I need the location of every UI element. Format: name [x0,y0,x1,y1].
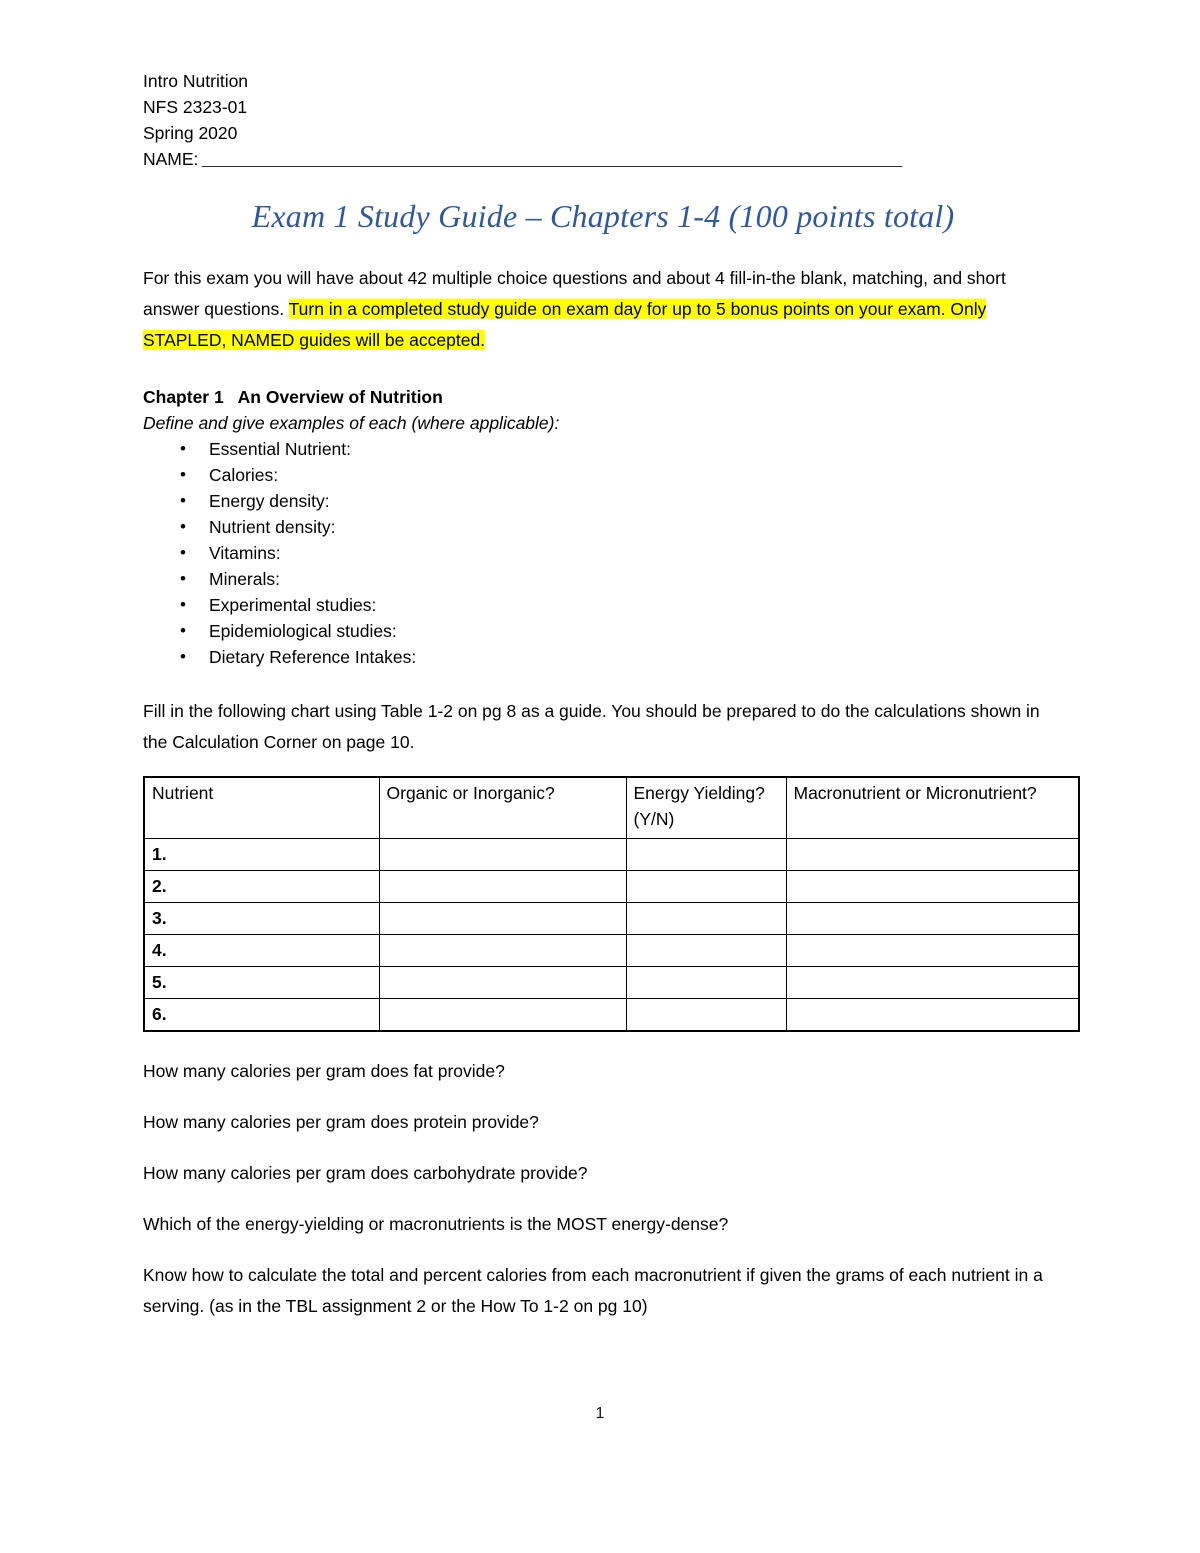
cell-macro[interactable] [786,934,1079,966]
name-label: NAME: [143,149,199,169]
list-item [143,436,1073,462]
list-item [143,540,1073,566]
chart-instruction-paragraph: Fill in the following chart using Table 1-2 on pg 8 as a guide. You should be prepared to do the calculations shown in the Calculation Corner on page 10. [143,701,1040,752]
document-body [143,68,1073,1322]
table-row [144,902,1079,934]
row-number: 1. [144,838,379,870]
row-number: 3. [144,902,379,934]
chapter-1-heading: Chapter 1 An Overview of Nutrition [143,387,443,407]
column-header-energy-yielding: Energy Yielding? (Y/N) [626,777,786,839]
column-header-organic: Organic or Inorganic? [379,777,626,839]
cell-energy[interactable] [626,966,786,998]
table-row [144,934,1079,966]
question-protein-calories: How many calories per gram does protein provide? [143,1111,539,1132]
cell-macro[interactable] [786,902,1079,934]
cell-organic[interactable] [379,902,626,934]
question-calculate-percent-calories: Know how to calculate the total and percent calories from each macronutrient if given the grams of each nutrient in a serving. (as in the TBL assignment 2 or the How To 1-2 on pg 10) [143,1264,1043,1316]
name-blank-line[interactable] [202,166,902,167]
cell-macro[interactable] [786,838,1079,870]
intro-plain-text: For this exam you will have about 42 multiple choice questions and about 4 fill-in-the blank, matching, and short answer questions. [143,268,1006,319]
question-most-energy-dense: Which of the energy-yielding or macronutrients is the MOST energy-dense? [143,1213,729,1234]
bullet-icon: • [180,439,186,458]
question-carbohydrate-calories: How many calories per gram does carbohydrate provide? [143,1162,588,1183]
cell-energy[interactable] [626,870,786,902]
term-label: Dietary Reference Intakes: [209,647,417,667]
list-item [143,514,1073,540]
term-label: Epidemiological studies: [209,621,397,641]
course-header-block [143,68,1073,172]
bullet-icon: • [180,647,186,666]
definition-term-list [143,436,1073,670]
list-item [143,592,1073,618]
cell-organic[interactable] [379,870,626,902]
course-term: Spring 2020 [143,123,238,143]
row-number: 4. [144,934,379,966]
column-header-nutrient: Nutrient [144,777,379,839]
course-name: Intro Nutrition [143,71,249,91]
list-item [143,644,1073,670]
page-number: 1 [595,1405,605,1422]
column-header-macro-micro: Macronutrient or Micronutrient? [786,777,1079,839]
row-number: 6. [144,998,379,1031]
term-label: Minerals: [209,569,280,589]
bullet-icon: • [180,517,186,536]
list-item [143,566,1073,592]
term-label: Energy density: [209,491,330,511]
table-row [144,966,1079,998]
cell-energy[interactable] [626,998,786,1031]
term-label: Essential Nutrient: [209,439,352,459]
term-label: Nutrient density: [209,517,336,537]
exam-intro-paragraph [143,263,1048,356]
cell-macro[interactable] [786,998,1079,1031]
intro-highlighted-text: Turn in a completed study guide on exam day for up to 5 bonus points on your exam. Only STAPLED, NAMED guides will be accepted. [143,299,987,350]
course-code: NFS 2323-01 [143,97,248,117]
question-list [143,1056,1073,1322]
term-label: Experimental studies: [209,595,377,615]
bullet-icon: • [180,621,186,640]
cell-organic[interactable] [379,966,626,998]
cell-energy[interactable] [626,934,786,966]
page-title: Exam 1 Study Guide – Chapters 1-4 (100 points total) [251,198,955,234]
row-number: 2. [144,870,379,902]
cell-energy[interactable] [626,838,786,870]
cell-energy[interactable] [626,902,786,934]
table-header-row [144,777,1079,839]
cell-organic[interactable] [379,838,626,870]
bullet-icon: • [180,491,186,510]
term-label: Calories: [209,465,279,485]
table-row [144,838,1079,870]
list-item [143,462,1073,488]
cell-macro[interactable] [786,870,1079,902]
term-label: Vitamins: [209,543,281,563]
cell-organic[interactable] [379,934,626,966]
nutrient-table [143,776,1080,1032]
cell-organic[interactable] [379,998,626,1031]
bullet-icon: • [180,569,186,588]
bullet-icon: • [180,465,186,484]
row-number: 5. [144,966,379,998]
table-row [144,870,1079,902]
list-item [143,488,1073,514]
cell-macro[interactable] [786,966,1079,998]
bullet-icon: • [180,543,186,562]
question-fat-calories: How many calories per gram does fat provide? [143,1060,505,1081]
list-item [143,618,1073,644]
chapter-1-instruction: Define and give examples of each (where applicable): [143,413,560,433]
name-field-row [143,146,1073,172]
bullet-icon: • [180,595,186,614]
table-row [144,998,1079,1031]
